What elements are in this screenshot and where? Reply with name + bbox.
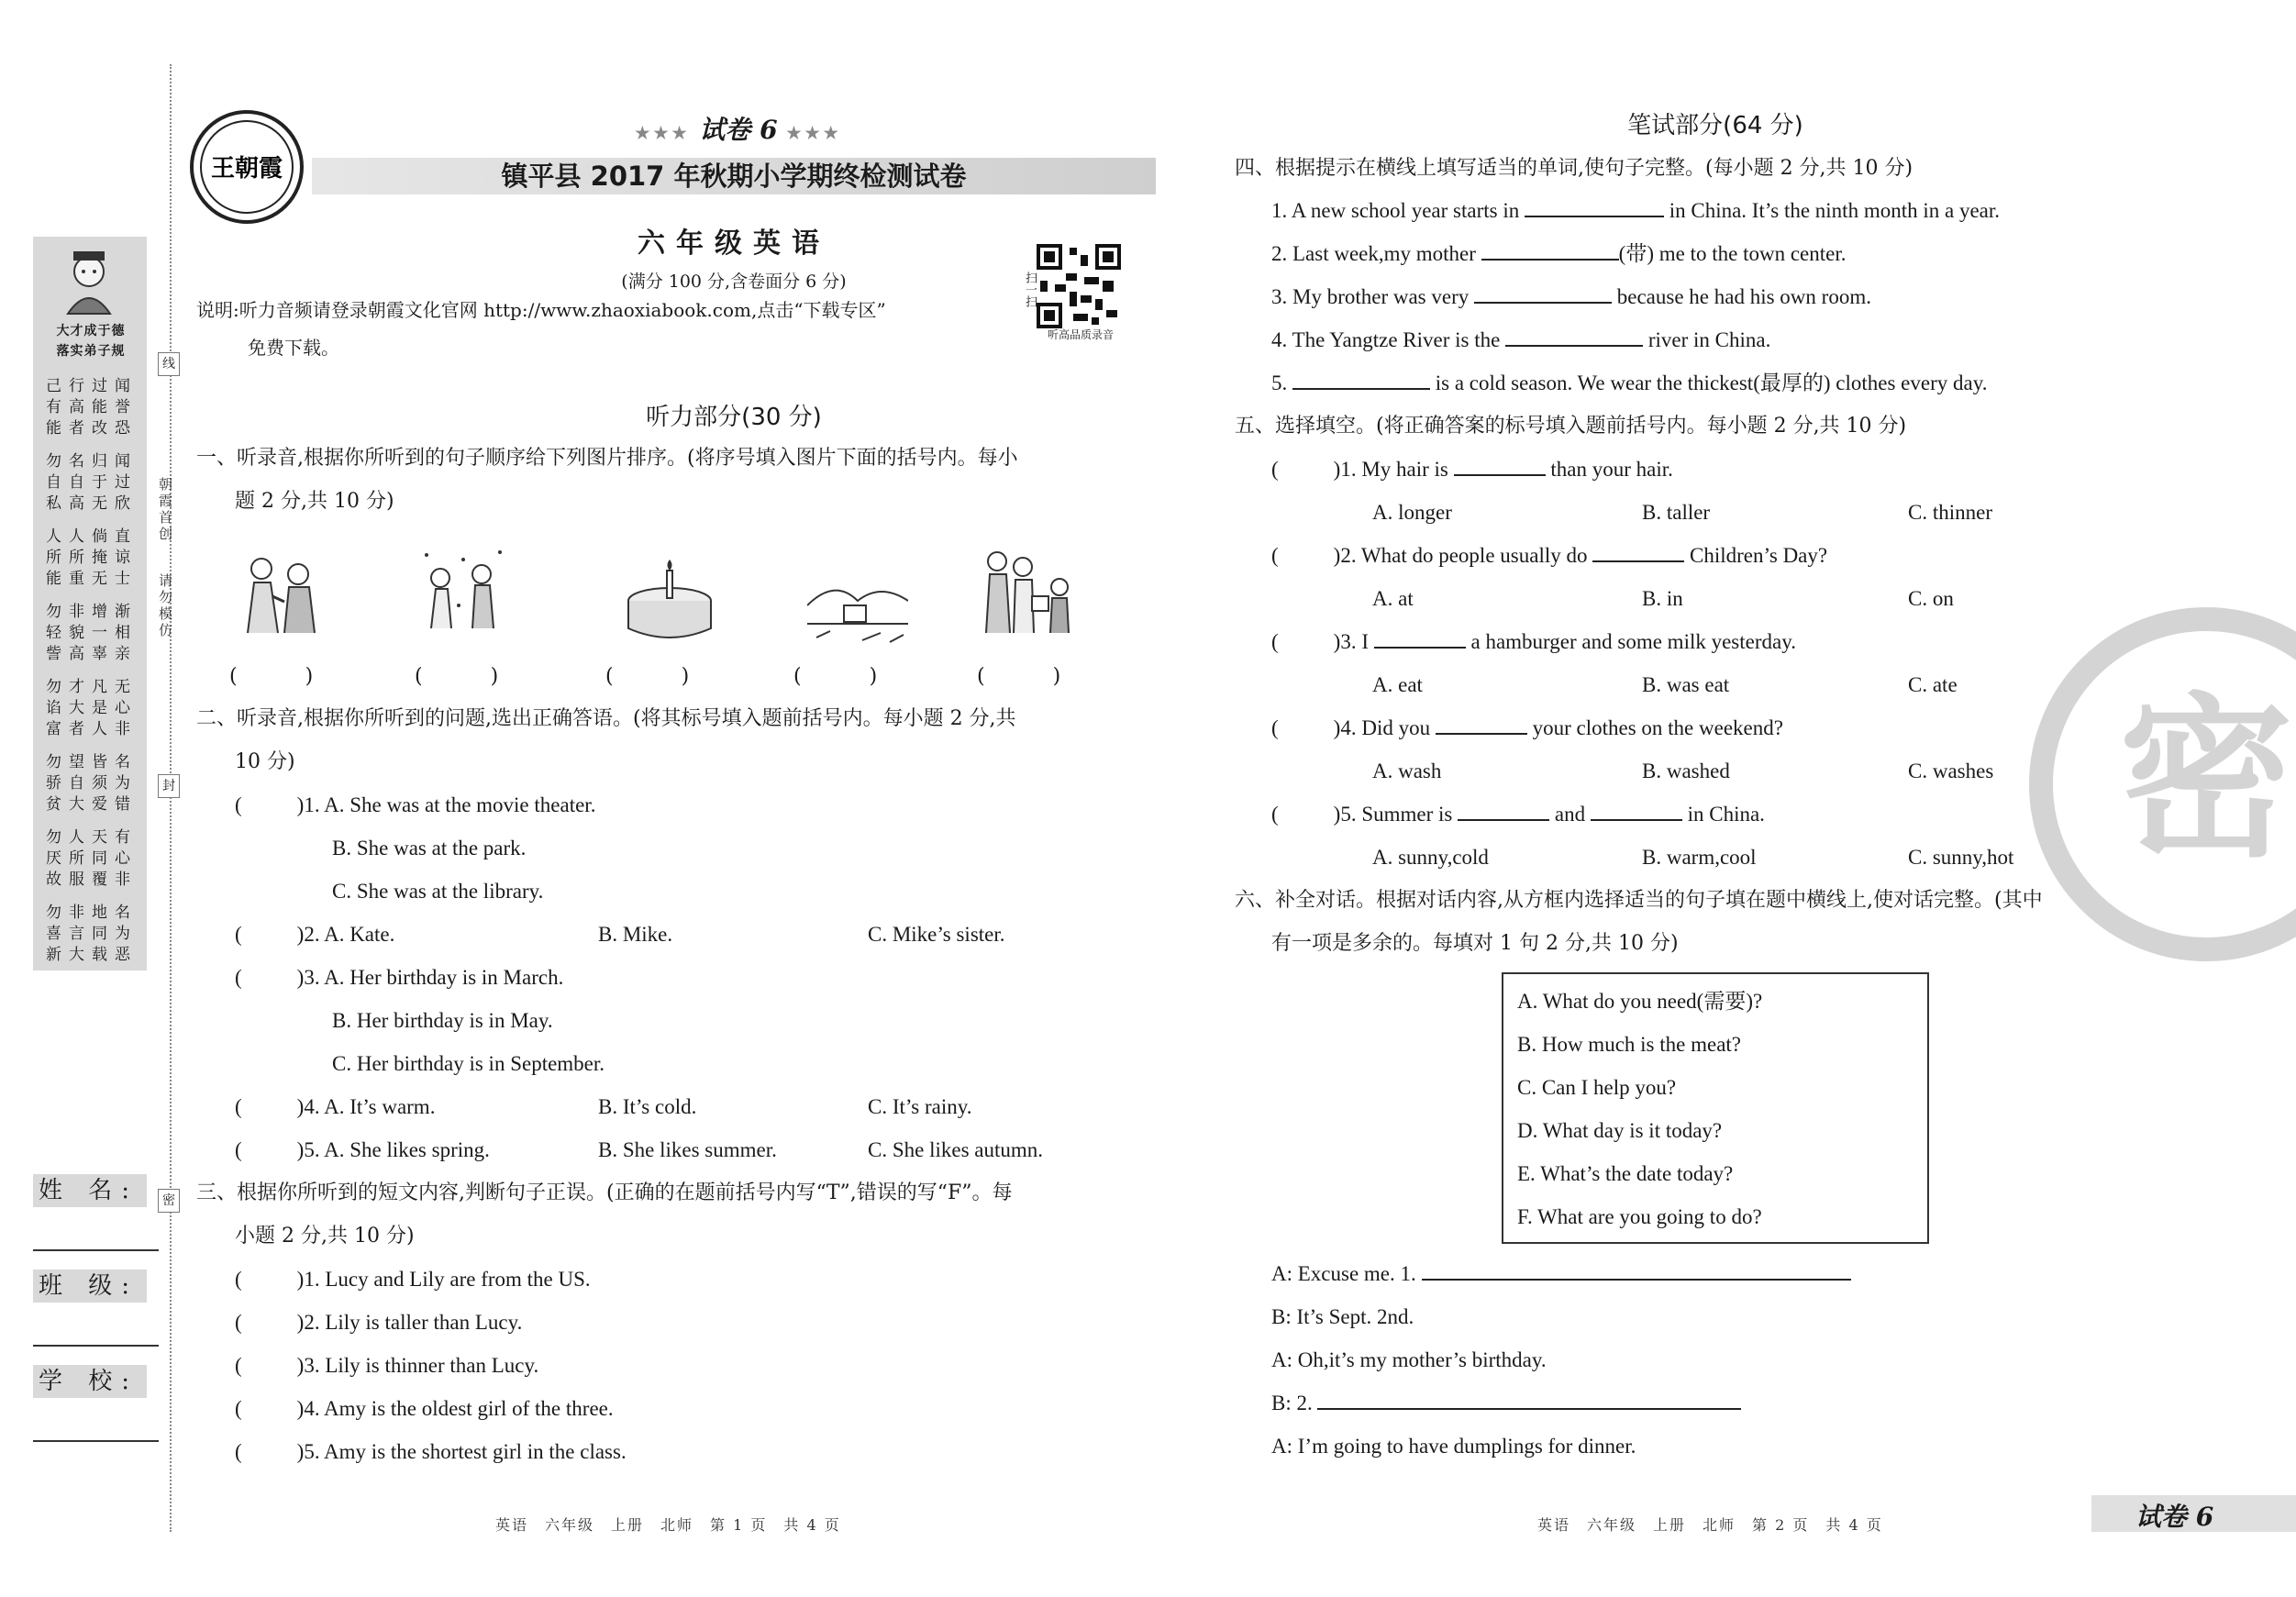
option-line: C. She likes autumn. bbox=[868, 1138, 1044, 1161]
part2-head: 二、听录音,根据你所听到的问题,选出正确答语。(将其标号填入题前括号内。每小题 2 分,共 bbox=[196, 707, 1016, 730]
true-false-item: ( )5. Amy is the shortest girl in the class. bbox=[235, 1440, 627, 1463]
choice-b: B. was eat bbox=[1642, 673, 1730, 696]
choice-c: C. washes bbox=[1908, 760, 1994, 782]
question-row: ( )3. A. Her birthday is in March. bbox=[235, 966, 564, 989]
choice-a: A. longer bbox=[1372, 501, 1452, 524]
answer-paren[interactable]: ( ) bbox=[415, 665, 523, 688]
scholar-mascot-icon bbox=[40, 240, 138, 319]
true-false-item: ( )1. Lucy and Lily are from the US. bbox=[235, 1268, 591, 1291]
answer-paren[interactable]: ( ) bbox=[793, 665, 902, 688]
fill-in-item: 1. A new school year starts in in China. It’s the ninth month in a year. bbox=[1271, 199, 2001, 222]
answer-blank[interactable] bbox=[1422, 1260, 1851, 1281]
dialog-option: B. How much is the meat? bbox=[1517, 1033, 1742, 1056]
choice-b: B. washed bbox=[1642, 760, 1730, 782]
logo-text: 王朝霞 bbox=[210, 155, 283, 183]
answer-blank[interactable] bbox=[1317, 1390, 1741, 1410]
cut-mark: 封 bbox=[158, 774, 180, 798]
poem-block: 勿非增渐 轻貌一相 訾高辜亲 bbox=[46, 603, 138, 663]
dialog-line: A: Oh,it’s my mother’s birthday. bbox=[1271, 1348, 1547, 1371]
dialog-option: A. What do you need(需要)? bbox=[1517, 990, 1763, 1013]
choice-a: A. eat bbox=[1372, 673, 1423, 696]
dialog-option: D. What day is it today? bbox=[1517, 1119, 1723, 1142]
cut-mark: 密 bbox=[158, 1189, 180, 1213]
answer-blank[interactable] bbox=[1454, 456, 1546, 476]
choice-a: A. sunny,cold bbox=[1372, 846, 1489, 869]
choice-c: C. thinner bbox=[1908, 501, 1992, 524]
choice-b: B. in bbox=[1642, 587, 1683, 610]
scan-label: 扫一扫 bbox=[1023, 272, 1037, 307]
part3-head: 三、根据你所听到的短文内容,判断句子正误。(正确的在题前括号内写“T”,错误的写“F”。每 bbox=[196, 1181, 1013, 1204]
part1-head: 一、听录音,根据你所听到的句子顺序给下列图片排序。(将序号填入图片下面的括号内。每小 bbox=[196, 447, 1018, 470]
answer-blank[interactable] bbox=[1374, 628, 1466, 649]
school-field[interactable] bbox=[33, 1440, 159, 1442]
choice-question: ( )4. Did you your clothes on the weekend? bbox=[1271, 716, 1783, 739]
poem-block: 己行过闻 有高能誉 能者改恐 bbox=[46, 377, 138, 438]
answer-blank[interactable] bbox=[1292, 370, 1430, 390]
part5-head: 五、选择填空。(将正确答案的标号填入题前括号内。每小题 2 分,共 10 分) bbox=[1235, 415, 1907, 438]
birthday-cake-picture bbox=[619, 550, 720, 651]
countryside-scene-picture bbox=[807, 550, 908, 651]
page-footer: 英语 六年级 上册 北师 第 1 页 共 4 页 bbox=[495, 1516, 841, 1534]
part4-head: 四、根据提示在横线上填写适当的单词,使句子完整。(每小题 2 分,共 10 分) bbox=[1235, 157, 1913, 180]
fill-in-item: 3. My brother was very because he had his own room. bbox=[1271, 285, 1871, 308]
poem-block: 人人倘直 所所掩谅 能重无士 bbox=[46, 527, 138, 588]
part6-head: 有一项是多余的。每填对 1 句 2 分,共 10 分) bbox=[1271, 932, 1679, 955]
school-label: 学 校: bbox=[33, 1365, 147, 1398]
choice-a: A. wash bbox=[1372, 760, 1442, 782]
name-field[interactable] bbox=[33, 1249, 159, 1251]
question-row: ( )5. A. She likes spring. bbox=[235, 1138, 490, 1161]
answer-blank[interactable] bbox=[1525, 197, 1664, 217]
page-footer: 英语 六年级 上册 北师 第 2 页 共 4 页 bbox=[1537, 1516, 1883, 1534]
part1-head: 题 2 分,共 10 分) bbox=[235, 490, 394, 513]
motto-line-2: 落实弟子规 bbox=[56, 344, 126, 359]
choice-b: B. taller bbox=[1642, 501, 1711, 524]
dialog-option: F. What are you going to do? bbox=[1517, 1205, 1762, 1228]
option-line: B. Her birthday is in May. bbox=[332, 1009, 553, 1032]
question-row: ( )1. A. She was at the movie theater. bbox=[235, 793, 596, 816]
option-line: C. She was at the library. bbox=[332, 880, 544, 903]
svg-text:密: 密 bbox=[2118, 678, 2294, 881]
true-false-item: ( )3. Lily is thinner than Lucy. bbox=[235, 1354, 539, 1377]
dialog-line: A: I’m going to have dumplings for dinner. bbox=[1271, 1435, 1636, 1458]
choice-a: A. at bbox=[1372, 587, 1414, 610]
cut-line bbox=[170, 64, 172, 1532]
fill-in-item: 4. The Yangtze River is the river in China. bbox=[1271, 328, 1771, 351]
answer-blank[interactable] bbox=[1458, 801, 1549, 821]
question-row: ( )4. A. It’s warm. bbox=[235, 1095, 436, 1118]
option-line: B. Mike. bbox=[598, 923, 673, 946]
answer-paren[interactable]: ( ) bbox=[605, 665, 714, 688]
part3-head: 小题 2 分,共 10 分) bbox=[235, 1225, 415, 1248]
answer-paren[interactable]: ( ) bbox=[229, 665, 338, 688]
paper-number: ★★★ 试卷 6 ★★★ bbox=[635, 115, 842, 145]
fill-in-item: 2. Last week,my mother (带) me to the town center. bbox=[1271, 242, 1847, 265]
answer-blank[interactable] bbox=[1592, 542, 1684, 562]
option-line: C. It’s rainy. bbox=[868, 1095, 972, 1118]
poem-block: 勿非地名 喜言同为 新大载恶 bbox=[46, 904, 138, 964]
name-label: 姓 名: bbox=[33, 1174, 147, 1207]
class-field[interactable] bbox=[33, 1345, 159, 1347]
subject-title: 六年级英语 bbox=[638, 227, 830, 260]
dialog-line: B: 2. bbox=[1271, 1381, 1741, 1425]
listening-section-title: 听力部分(30 分) bbox=[646, 404, 822, 431]
option-line: B. It’s cold. bbox=[598, 1095, 697, 1118]
poem-block: 勿才凡无 谄大是心 富者人非 bbox=[46, 678, 138, 738]
choice-c: C. ate bbox=[1908, 673, 1958, 696]
cut-mark: 线 bbox=[158, 352, 180, 376]
poem-block: 勿名归闻 自自于过 私高无欣 bbox=[46, 452, 138, 513]
vertical-note: 请勿模仿 bbox=[157, 573, 173, 639]
choice-b: B. warm,cool bbox=[1642, 846, 1757, 869]
ice-cream-scene-picture bbox=[234, 541, 335, 642]
qr-caption: 听高品质录音 bbox=[1047, 328, 1114, 341]
dialog-option: E. What’s the date today? bbox=[1517, 1162, 1734, 1185]
choice-question: ( )1. My hair is than your hair. bbox=[1271, 458, 1673, 481]
part6-head: 六、补全对话。根据对话内容,从方框内选择适当的句子填在题中横线上,使对话完整。(其中 bbox=[1235, 889, 2043, 912]
true-false-item: ( )4. Amy is the oldest girl of the three. bbox=[235, 1397, 614, 1420]
choice-c: C. sunny,hot bbox=[1908, 846, 2014, 869]
poem-block: 勿人天有 厌所同心 故服覆非 bbox=[46, 828, 138, 889]
answer-blank[interactable] bbox=[1436, 715, 1527, 735]
choice-question: ( )3. I a hamburger and some milk yesterday. bbox=[1271, 630, 1796, 653]
vertical-note: 朝霞首创 bbox=[157, 477, 173, 543]
fill-in-item: 5. is a cold season. We wear the thickest(最厚的) clothes every day. bbox=[1271, 372, 1988, 394]
choice-question: ( )2. What do people usually do Children’s Day? bbox=[1271, 544, 1828, 567]
writing-section-title: 笔试部分(64 分) bbox=[1627, 112, 1803, 139]
paper-tag-label: 试卷 6 bbox=[2135, 1502, 2214, 1532]
dialog-option: C. Can I help you? bbox=[1517, 1076, 1677, 1099]
answer-blank[interactable] bbox=[1505, 327, 1643, 347]
choice-question: ( )5. Summer is and in China. bbox=[1271, 803, 1765, 826]
answer-paren[interactable]: ( ) bbox=[977, 665, 1085, 688]
answer-blank[interactable] bbox=[1474, 283, 1612, 304]
dialog-line: A: Excuse me. 1. bbox=[1271, 1252, 1851, 1295]
option-line: B. She was at the park. bbox=[332, 837, 527, 859]
dialog-line: B: It’s Sept. 2nd. bbox=[1271, 1305, 1414, 1328]
instructions: 说明:听力音频请登录朝霞文化官网 http://www.zhaoxiabook.com,点击“下载专区” bbox=[196, 299, 886, 321]
true-false-item: ( )2. Lily is taller than Lucy. bbox=[235, 1311, 523, 1334]
choice-c: C. on bbox=[1908, 587, 1954, 610]
answer-blank[interactable] bbox=[1481, 240, 1619, 261]
qr-code-icon[interactable] bbox=[1037, 244, 1121, 328]
instructions: 免费下载。 bbox=[248, 337, 339, 359]
family-gift-scene-picture bbox=[977, 541, 1078, 642]
motto-line-1: 大才成于德 bbox=[56, 324, 126, 338]
part2-head: 10 分) bbox=[235, 750, 295, 773]
class-label: 班 级: bbox=[33, 1270, 147, 1303]
option-line: C. Her birthday is in September. bbox=[332, 1052, 605, 1075]
option-line: B. She likes summer. bbox=[598, 1138, 777, 1161]
poem-block: 勿望皆名 骄自须为 贫大爱错 bbox=[46, 753, 138, 814]
answer-blank[interactable] bbox=[1591, 801, 1682, 821]
publisher-logo bbox=[188, 108, 305, 226]
snow-scene-picture bbox=[413, 541, 514, 642]
option-line: C. Mike’s sister. bbox=[868, 923, 1005, 946]
score-note: (满分 100 分,含卷面分 6 分) bbox=[621, 272, 847, 292]
question-row: ( )2. A. Kate. bbox=[235, 923, 395, 946]
exam-title: 镇平县 2017 年秋期小学期终检测试卷 bbox=[501, 161, 967, 192]
